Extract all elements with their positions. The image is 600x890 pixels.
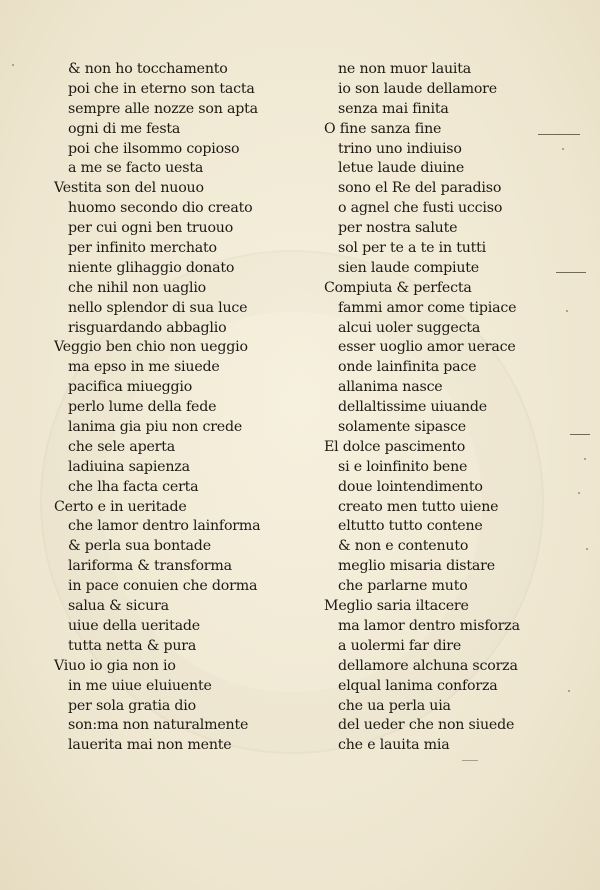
verse-line: lariforma & transforma (68, 558, 232, 575)
verse-line: dellamore alchuna scorza (338, 657, 518, 674)
verse-line: lauerita mai non mente (68, 737, 232, 754)
verse-line: a uolermi far dire (338, 637, 462, 654)
verse-line: Vestita son del nuouo (54, 180, 204, 197)
verse-line: che sele aperta (68, 438, 175, 455)
verse-line: in pace conuien che dorma (68, 578, 258, 595)
verse-line: poi che ilsommo copioso (68, 140, 240, 157)
verse-line: uiue della ueritade (68, 617, 200, 634)
verse-line: salua & sicura (68, 598, 169, 615)
verse-line: per infinito merchato (68, 240, 217, 257)
verse-line: ma epso in me siuede (68, 359, 220, 376)
right-text-column (324, 60, 520, 756)
verse-line: alcui uoler suggecta (338, 319, 481, 336)
margin-speck (586, 548, 588, 550)
verse-line: o agnel che fusti ucciso (338, 200, 503, 217)
verse-line: Veggio ben chio non ueggio (54, 339, 248, 356)
verse-line: creato men tutto uiene (338, 498, 499, 515)
margin-speck (562, 148, 564, 150)
verse-line: El dolce pascimento (324, 438, 466, 455)
verse-line: per sola gratia dio (68, 697, 196, 714)
verse-line: & non ho tocchamento (68, 61, 228, 77)
verse-line: eltutto tutto contene (338, 518, 483, 535)
verse-line: tutta netta & pura (68, 637, 197, 654)
verse-line: niente glihaggio donato (68, 259, 235, 276)
verse-line: son:ma non naturalmente (68, 717, 249, 734)
verse-line: dellaltissime uiuande (338, 399, 487, 416)
verse-line: huomo secondo dio creato (68, 200, 253, 217)
margin-mark (556, 272, 586, 273)
verse-line: Certo e in ueritade (54, 498, 187, 515)
verse-line: ladiuina sapienza (68, 458, 190, 475)
margin-speck (12, 64, 14, 66)
verse-line: senza mai finita (338, 100, 449, 117)
margin-mark (538, 134, 580, 135)
margin-mark (462, 760, 478, 761)
margin-speck (568, 690, 570, 692)
verse-line: risguardando abbaglio (68, 319, 227, 336)
verse-line: che e lauita mia (338, 737, 450, 754)
verse-line: ma lamor dentro misforza (338, 617, 520, 634)
margin-speck (566, 310, 568, 312)
verse-line: per cui ogni ben truouo (68, 220, 234, 237)
verse-line: che ua perla uia (338, 697, 451, 714)
verse-line: onde lainfinita pace (338, 359, 477, 376)
verse-line: doue lointendimento (338, 478, 483, 495)
verse-line: letue laude diuine (338, 160, 465, 177)
verse-line: che parlarne muto (338, 578, 468, 595)
verse-line: esser uoglio amor uerace (338, 339, 516, 356)
margin-speck (584, 458, 586, 460)
verse-line: poi che in eterno son tacta (68, 80, 255, 97)
verse-line: per nostra salute (338, 220, 458, 237)
verse-line: ogni di me festa (68, 120, 181, 137)
verse-line: trino uno indiuiso (338, 140, 462, 157)
left-text-column (54, 60, 260, 756)
verse-line: fammi amor come tipiace (338, 299, 517, 316)
verse-line: allanima nasce (338, 379, 443, 396)
verse-line: Compiuta & perfecta (324, 279, 472, 296)
verse-line: perlo lume della fede (68, 399, 217, 416)
verse-line: sien laude compiute (338, 259, 479, 276)
verse-line: pacifica miueggio (68, 379, 193, 396)
verse-line: elqual lanima conforza (338, 677, 498, 694)
verse-line: che nihil non uaglio (68, 279, 207, 296)
verse-line: nello splendor di sua luce (68, 299, 248, 316)
verse-line: Meglio saria iltacere (324, 598, 469, 615)
margin-mark (570, 434, 590, 435)
verse-line: & non e contenuto (338, 538, 469, 555)
verse-line: del ueder che non siuede (338, 717, 515, 734)
verse-line: O fine sanza fine (324, 120, 442, 137)
verse-line: Viuo io gia non io (54, 657, 176, 674)
verse-line: sono el Re del paradiso (338, 180, 502, 197)
verse-line: io son laude dellamore (338, 80, 497, 97)
verse-line: che lamor dentro lainforma (68, 518, 261, 535)
verse-line: ne non muor lauita (338, 61, 472, 77)
verse-line: lanima gia piu non crede (68, 419, 243, 436)
verse-line: si e loinfinito bene (338, 458, 468, 475)
verse-line: sol per te a te in tutti (338, 240, 486, 257)
verse-line: in me uiue eluiuente (68, 677, 212, 694)
verse-line: solamente sipasce (338, 419, 466, 436)
verse-line: a me se facto uesta (68, 160, 204, 177)
verse-line: che lha facta certa (68, 478, 199, 495)
verse-line: sempre alle nozze son apta (68, 100, 258, 117)
margin-speck (578, 492, 580, 494)
verse-line: meglio misaria distare (338, 558, 495, 575)
verse-line: & perla sua bontade (68, 538, 211, 555)
